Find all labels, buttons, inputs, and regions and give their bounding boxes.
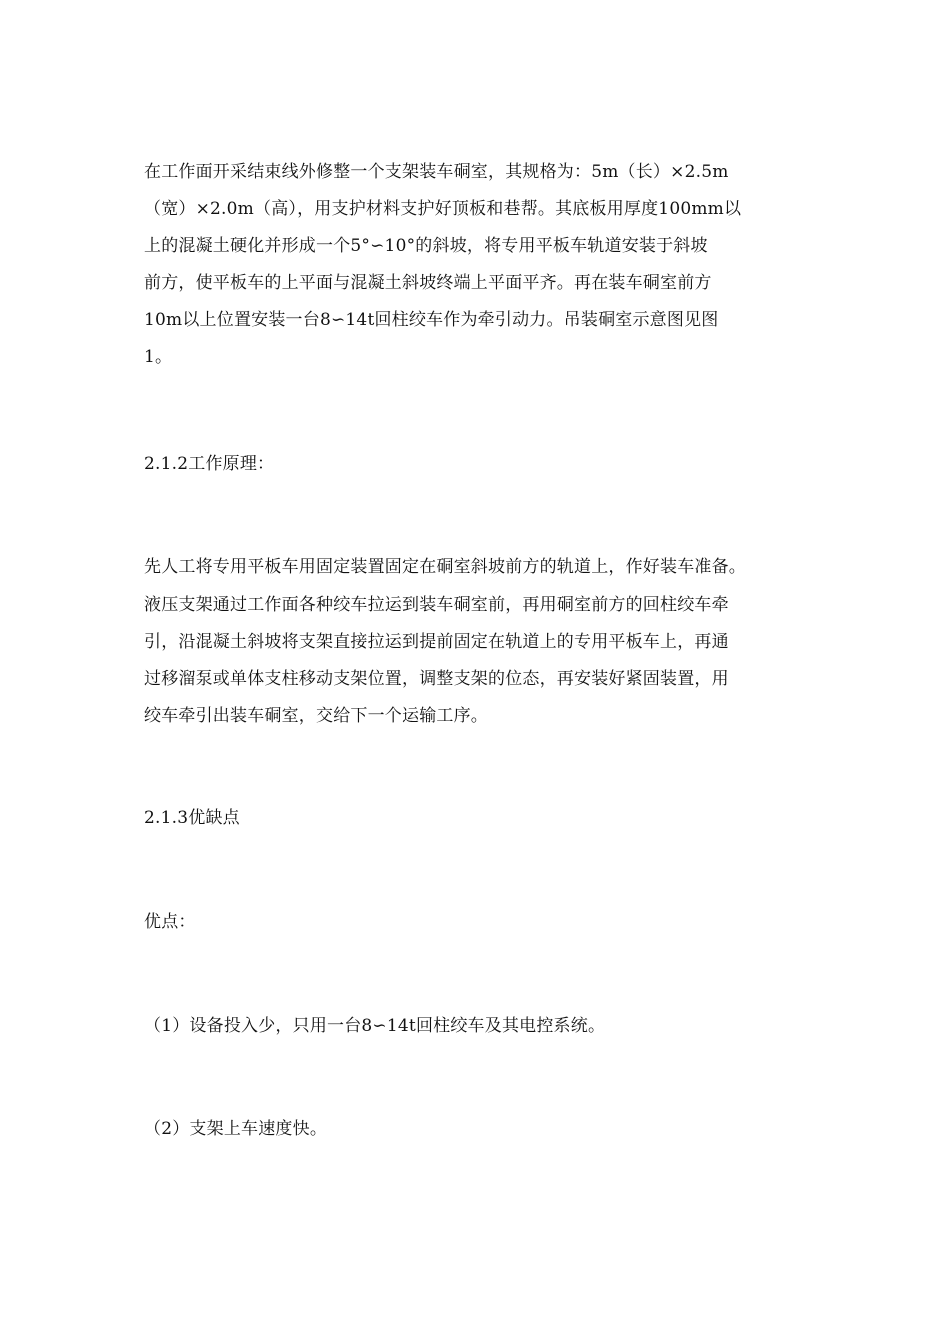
paragraph-1-line-2: （宽）×2.0m（高），用支护材料支护好顶板和巷帮。其底板用厚度100mm以	[144, 199, 742, 219]
paragraph-1-line-4: 前方，使平板车的上平面与混凝土斜坡终端上平面平齐。再在装车硐室前方	[144, 273, 712, 293]
paragraph-1-line-3: 上的混凝土硬化并形成一个5°∽10°的斜坡，将专用平板车轨道安装于斜坡	[144, 236, 708, 256]
paragraph-2-line-3: 引，沿混凝土斜坡将支架直接拉运到提前固定在轨道上的专用平板车上，再通	[144, 632, 729, 652]
advantage-item-1: （1）设备投入少，只用一台8∽14t回柱绞车及其电控系统。	[144, 1016, 606, 1036]
paragraph-2-line-4: 过移溜泵或单体支柱移动支架位置，调整支架的位态，再安装好紧固装置，用	[144, 669, 729, 689]
paragraph-2-line-5: 绞车牵引出装车硐室，交给下一个运输工序。	[144, 706, 488, 726]
advantages-label: 优点：	[144, 912, 196, 932]
paragraph-2-line-1: 先人工将专用平板车用固定装置固定在硐室斜坡前方的轨道上，作好装车准备。	[144, 557, 746, 577]
paragraph-1-line-1: 在工作面开采结束线外修整一个支架装车硐室，其规格为：5m（长）×2.5m	[144, 162, 729, 182]
advantage-item-2: （2）支架上车速度快。	[144, 1119, 328, 1139]
section-heading-2-1-2: 2.1.2工作原理：	[144, 454, 275, 474]
paragraph-1-line-5: 10m以上位置安装一台8∽14t回柱绞车作为牵引动力。吊装硐室示意图见图	[144, 310, 719, 330]
paragraph-2-line-2: 液压支架通过工作面各种绞车拉运到装车硐室前，再用硐室前方的回柱绞车牵	[144, 595, 729, 615]
section-heading-2-1-3: 2.1.3优缺点	[144, 808, 240, 828]
paragraph-1-line-6: 1。	[144, 347, 173, 367]
